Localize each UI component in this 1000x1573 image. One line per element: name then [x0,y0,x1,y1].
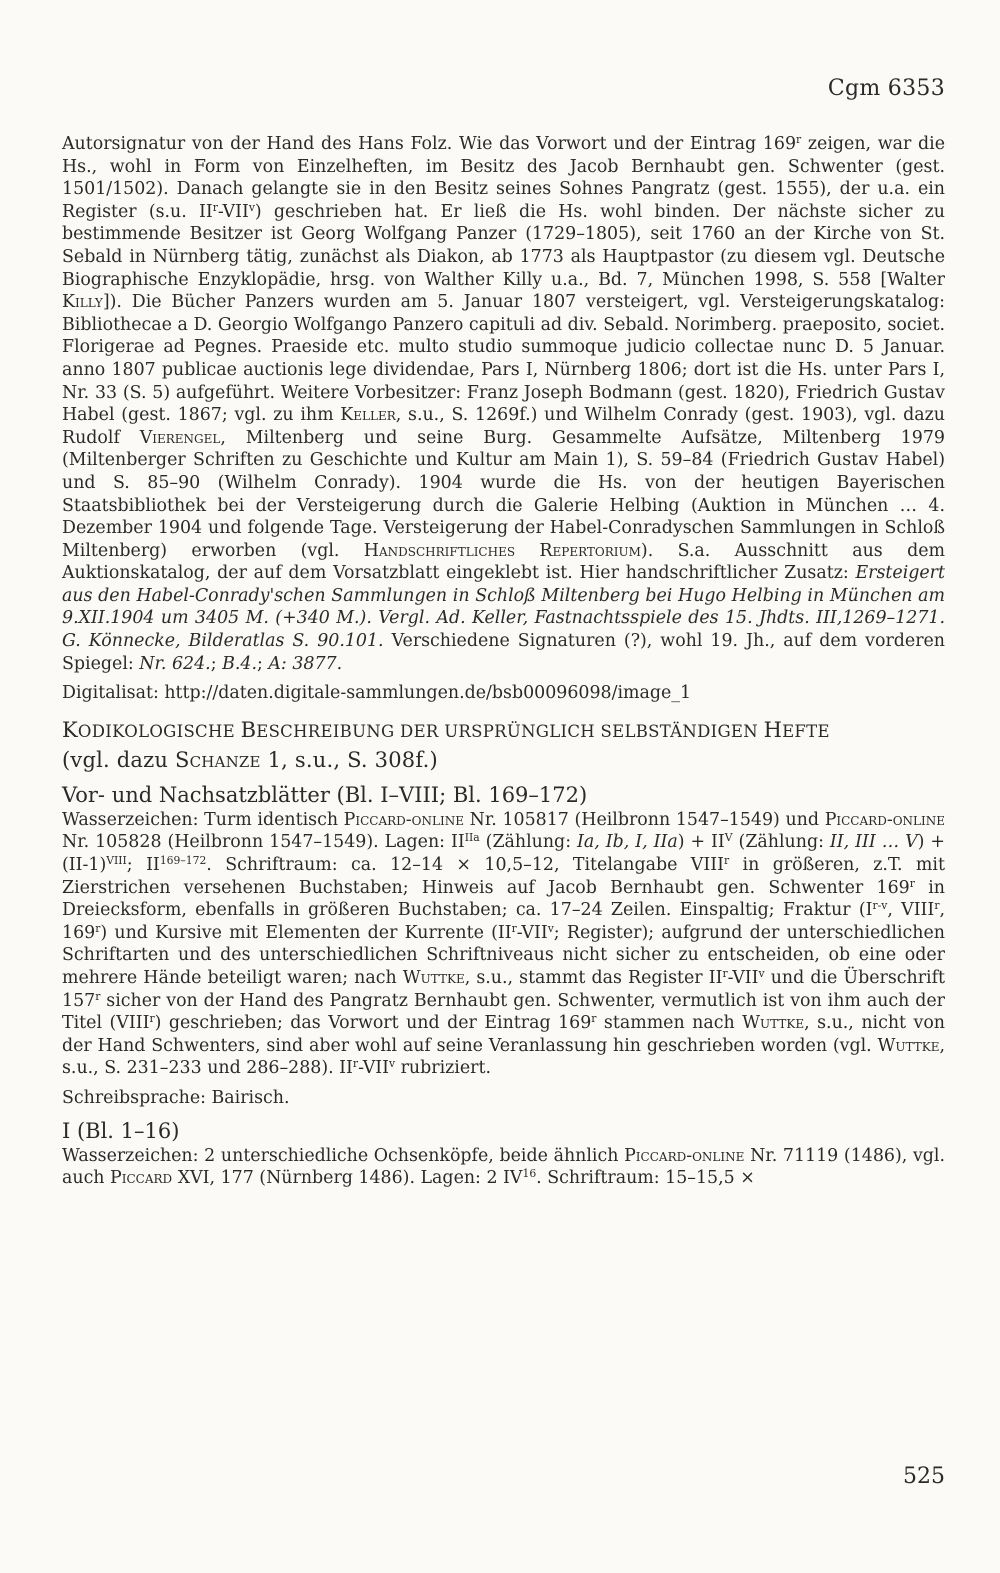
section-heading-kodikologie [62,716,945,774]
superscript: 16 [522,1167,537,1181]
text-run: Nr. 105828 (Heilbronn 1547–1549). Lagen: II [62,832,465,853]
text-run: , VIII [887,900,935,921]
reference-name: Piccard-online [624,1145,745,1166]
subsection-heading-vorsatz: Vor- und Nachsatzblätter (Bl. I–VIII; Bl. 169–172) [62,782,588,807]
superscript: r [909,876,915,890]
superscript: v [758,967,765,981]
text-run: Autorsignatur von der Hand des Hans Folz. Wie das Vorwort und der Eintrag 169 [62,134,797,154]
reference-name: Piccard [110,1168,173,1189]
reference-name: Piccard-online [824,809,945,830]
text-run: Nr. 71119 (1486), vgl. auch [62,1145,945,1189]
text-run: ]). Die Bücher Panzers wurden am 5. Januar 1807 versteigert, vgl. Versteigerungskatalog: Bibliothecae a D. Georgio Wolfgango Panzero capituli ad div. Sebald. Norimberg. praeposito, societ. Florigerae ad Pegnes. Praeside etc. multo studio summoque judicio collectae nunc D. 5 Januar. anno 1807 publicae auctionis lege dividendae, Pars I, Nürnberg 1806; dort ist die Hs. unter Pars I, Nr. 33 (S. 5) aufgeführt. Weitere Vorbesitzer: Franz Joseph Bodmann (gest. 1820), Friedrich Gustav Habel (gest. 1867; vgl. zu ihm [62,292,945,426]
superscript: V [724,831,733,845]
running-header-signature: Cgm 6353 [827,76,945,101]
handwritten-note-quote: Ersteigert aus den Habel-Conrady'schen Sammlungen in Schloß Miltenberg bei Hugo Helbing in München am 9.XII.1904 um 3405 M. (+340 M.). Vergl. Ad. Keller, Fastnachtsspiele des 15. Jhdts. III,1269–1271. G. Könnecke, Bilderatlas S. 90.101. [62,563,945,652]
text-run: ) geschrieben; das Vorwort und der Eintrag 169 [154,1013,592,1034]
page-content [62,133,945,1190]
shelfmark: A: 3877. [268,653,343,674]
text-run: in Dreiecksform, ebenfalls in größeren Buchstaben; ca. 17–24 Zeilen. Einspaltig; Fraktur (I [62,877,945,921]
text-run: -VII [358,1058,389,1079]
superscript: v [389,1057,396,1071]
italic-run: Ia, Ib, I, IIa [577,832,678,853]
text-run: (Zählung: [732,832,830,853]
superscript: v [547,921,554,935]
superscript: 169–172 [159,854,207,868]
author-name: Vierengel [139,427,221,448]
text-run: Verschiedene Signaturen (?), wohl 19. Jh., auf dem vorderen Spiegel: [62,631,945,674]
shelfmark: Nr. 624. [139,653,211,674]
text-run: 1, s.u., S. 308f.) [260,747,438,772]
part-i-description [62,1145,945,1190]
reference-name: Piccard-online [343,809,464,830]
text-run: ) geschrieben hat. Er ließ die Hs. wohl binden. Der nächste sicher zu bestimmende Besitzer ist Georg Wolfgang Panzer (1729–1805), seit 1760 an der Kirche von St. Sebald in Nürnberg tätig, zunächst als Diakon, ab 1773 als Hauptpastor (zu diesem vgl. Deutsche Biographische Enzyklopädie, hrsg. von Walther Killy u.a., Bd. 7, München 1998, S. 558 [Walter [62,201,945,290]
folio-side: v [248,200,255,214]
superscript: r [95,921,101,935]
reference-name: Handschriftliches Repertorium [363,540,641,561]
text-run: (Zählung: [479,832,578,853]
text-run: , 169 [62,900,945,943]
text-run: . Schriftraum: 15–15,5 × [536,1168,755,1189]
superscript: r [352,1057,359,1071]
text-run: K [62,717,78,742]
text-run: , s.u., stammt das Register II [464,968,723,988]
text-run: ). S.a. Ausschnitt aus dem Auktionskatalog, der auf dem Vorsatzblatt eingeklebt ist. Hier handschriftlicher Zusatz: [62,540,945,584]
author-name: Wuttke [877,1035,940,1056]
text-run: H [763,717,783,742]
page [62,0,945,1573]
text-run: -VII [516,922,548,943]
text-run: ; II [126,855,160,876]
superscript: r [149,1012,155,1026]
superscript: r [722,967,728,981]
superscript: r [723,854,730,868]
author-name: Schanze [175,747,261,772]
text-run: rubriziert. [395,1058,491,1079]
text-run: EFTE [782,721,830,741]
shelfmark: B.4. [222,653,257,674]
text-run: -VII [217,201,249,222]
text-run: ESCHREIBUNG DER URSPRÜNGLICH SELBSTÄNDIGEN [256,721,764,741]
folio-side: r [796,133,802,147]
writing-language: Schreibsprache: Bairisch. [62,1087,290,1108]
superscript: r [511,921,517,935]
text-run: sicher von der Hand des Pangratz Bernhaubt gen. Schwenter, vermutlich ist von ihm auch der Titel (VIII [62,990,945,1034]
text-run: ) + (II-1) [62,832,945,876]
text-run: ; [210,653,223,674]
text-run: Wasserzeichen: 2 unterschiedliche Ochsenköpfe, beide ähnlich [62,1145,625,1166]
folio-side: r [212,200,218,214]
text-run: B [240,717,257,742]
text-run: zeigen, war die Hs., wohl in Form von Einzelheften, im Besitz des Jacob Bernhaubt gen. Schwenter (gest. 1501/1502). Danach gelangte sie in den Besitz seines Sohnes Pangratz (gest. 1555), der u.a. ein Register (s.u. II [62,134,945,222]
page-number: 525 [903,1464,945,1489]
superscript: VIII [106,854,127,868]
text-run: ) und Kursive mit Elementen der Kurrente (II [100,922,512,943]
author-name: Wuttke [742,1013,805,1034]
text-run: Wasserzeichen: Turm identisch [62,809,344,830]
superscript: r [591,1012,597,1026]
superscript: r-v [872,899,888,913]
superscript: IIa [464,831,480,845]
text-run: (vgl. dazu [62,747,175,772]
superscript: r [934,899,940,913]
author-name: Keller [340,405,396,426]
provenance-paragraph [62,133,945,675]
vorsatz-description [62,809,945,1080]
text-run: XVI, 177 (Nürnberg 1486). Lagen: 2 IV [172,1168,523,1189]
author-name: Wuttke [402,968,465,988]
text-run: in größeren, z.T. mit Zierstrichen versehenen Buchstaben; Hinweis auf Jacob Bernhaubt gen. Schwenter 169 [62,855,945,898]
text-run: ODIKOLOGISCHE [77,721,241,741]
superscript: r [95,989,101,1003]
author-name: Killy [62,292,103,313]
text-run: , s.u., nicht von der Hand Schwenters, sind aber wohl auf seine Veranlassung hin geschrieben worden (vgl. [62,1013,945,1056]
text-run: , Miltenberg und seine Burg. Gesammelte Aufsätze, Miltenberg 1979 (Miltenberger Schriften zu Geschichte und Kultur am Main 1), S. 59–84 (Friedrich Gustav Habel) und S. 85–90 (Wilhelm Conrady). 1904 wurde die Hs. von der heutigen Bayerischen Staatsbibliothek bei der Versteigerung durch die Galerie Helbing (Auktion in München … 4. Dezember 1904 und folgende Tage. Versteigerung der Habel-Conradyschen Sammlungen in Schloß Miltenberg) erworben (vgl. [62,427,945,561]
text-run: und die Überschrift 157 [62,968,945,1011]
digitalisat-link[interactable]: Digitalisat: http://daten.digitale-sammlungen.de/bsb00096098/image_1 [62,683,692,704]
text-run: , s.u., S. 1269f.) und Wilhelm Conrady (gest. 1903), vgl. dazu Rudolf [62,405,945,448]
text-run: -VII [727,968,759,988]
text-run: , s.u., S. 231–233 und 286–288). II [62,1035,945,1079]
subsection-heading-part-i: I (Bl. 1–16) [62,1118,180,1143]
text-run: . Schriftraum: ca. 12–14 × 10,5–12, Titelangabe VIII [206,855,724,876]
text-run: ; [256,653,269,674]
text-run: Nr. 105817 (Heilbronn 1547–1549) und [463,809,825,830]
text-run: stammen nach [596,1013,743,1034]
text-run: ; Register); aufgrund der unterschiedlichen Schriftarten und des unterschiedlichen Schriftniveaus nicht sicher zu entscheiden, ob eine oder mehrere Hände beteiligt waren; nach [62,922,945,988]
italic-run: II, III … V [829,832,918,853]
text-run: ) + II [677,832,725,853]
